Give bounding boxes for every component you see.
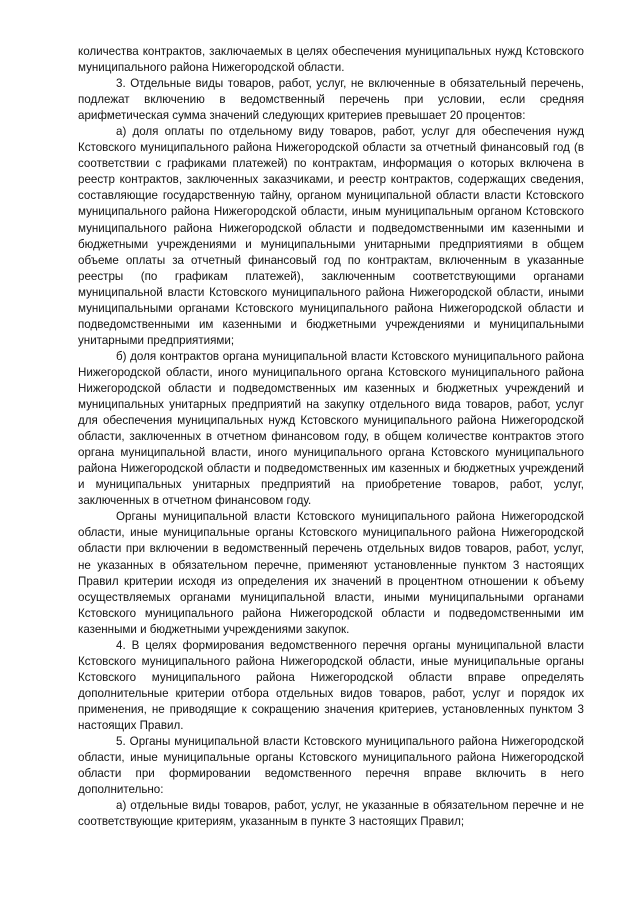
paragraph-organs: Органы муниципальной власти Кстовского муниципального района Нижегородской области, иные муниципальные органы Кстовского муниципального района Нижегородской области при включении в ведомственный перечень отдельных видов товаров, работ, услуг, не указанных в обязательном перечне, применяют установленные пунктом 3 настоящих Правил критерии исходя из определения их значений в процентном отношении к объему осуществляемых органами муниципальной власти, иными муниципальными органами Кстовского муниципального района Нижегородской области и подведомственными им казенными и бюджетными учреждениями закупок.: [78, 510, 584, 636]
paragraph-subitem-a: а) доля оплаты по отдельному виду товаров, работ, услуг для обеспечения нужд Кстовского муниципального района Нижегородской области за отчетный финансовый год (в соответствии с графиками платежей) по контрактам, информация о которых включена в реестр контрактов, заключенных заказчиками, и реестр контрактов, содержащих сведения, составляющие государственную тайну, органом муниципальной области власти Кстовского муниципального района Нижегородской области, иным муниципальным органом Кстовского муниципального района Нижегородской области и подведомственными им казенными и бюджетными учреждениями и муниципальными унитарными предприятиями в общем объеме оплаты за отчетный финансовый год по контрактам, включенным в указанные реестры (по графикам платежей), заключенным соответствующими органами муниципальной власти Кстовского муниципального района Нижегородской области, иными муниципальными органами Кстовского муниципального района Нижегородской области и подведомственными им казенными и бюджетными учреждениями и муниципальными унитарными предприятиями;: [78, 125, 584, 347]
document-page: [78, 44, 584, 830]
paragraph-item-5-subitem-a: а) отдельные виды товаров, работ, услуг, не указанные в обязательном перечне и не соответствующие критериям, указанным в пункте 3 настоящих Правил;: [78, 799, 584, 829]
paragraph-item-5: 5. Органы муниципальной власти Кстовского муниципального района Нижегородской области, иные муниципальные органы Кстовского муниципального района Нижегородской области при формировании ведомственного перечня вправе включить в него дополнительно:: [78, 735, 584, 797]
paragraph-subitem-b: б) доля контрактов органа муниципальной власти Кстовского муниципального района Нижегородской области, иного муниципального органа Кстовского муниципального района Нижегородской области и подведомственных им казенных и бюджетных учреждений и муниципальных унитарных предприятий на закупку отдельного вида товаров, работ, услуг для обеспечения муниципальных нужд Кстовского муниципального района Нижегородской области, заключенных в отчетном финансовом году, в общем количестве контрактов этого органа муниципальной власти, иного муниципального органа Кстовского муниципального района Нижегородской области и подведомственных им казенных и бюджетных учреждений и муниципальных унитарных предприятий на приобретение товаров, работ, услуг, заключенных в отчетном финансовом году.: [78, 349, 584, 508]
paragraph-continuation: количества контрактов, заключаемых в целях обеспечения муниципальных нужд Кстовского муниципального района Нижегородской области.: [78, 45, 584, 75]
paragraph-item-4: 4. В целях формирования ведомственного перечня органы муниципальной власти Кстовского муниципального района Нижегородской области, иные муниципальные органы Кстовского муниципального района Нижегородской области вправе определять дополнительные критерии отбора отдельных видов товаров, работ, услуг и порядок их применения, не приводящие к сокращению значения критериев, установленных пунктом 3 настоящих Правил.: [78, 638, 584, 732]
paragraph-item-3: 3. Отдельные виды товаров, работ, услуг, не включенные в обязательный перечень, подлежат включению в ведомственный перечень при условии, если средняя арифметическая сумма значений следующих критериев превышает 20 процентов:: [78, 77, 584, 123]
